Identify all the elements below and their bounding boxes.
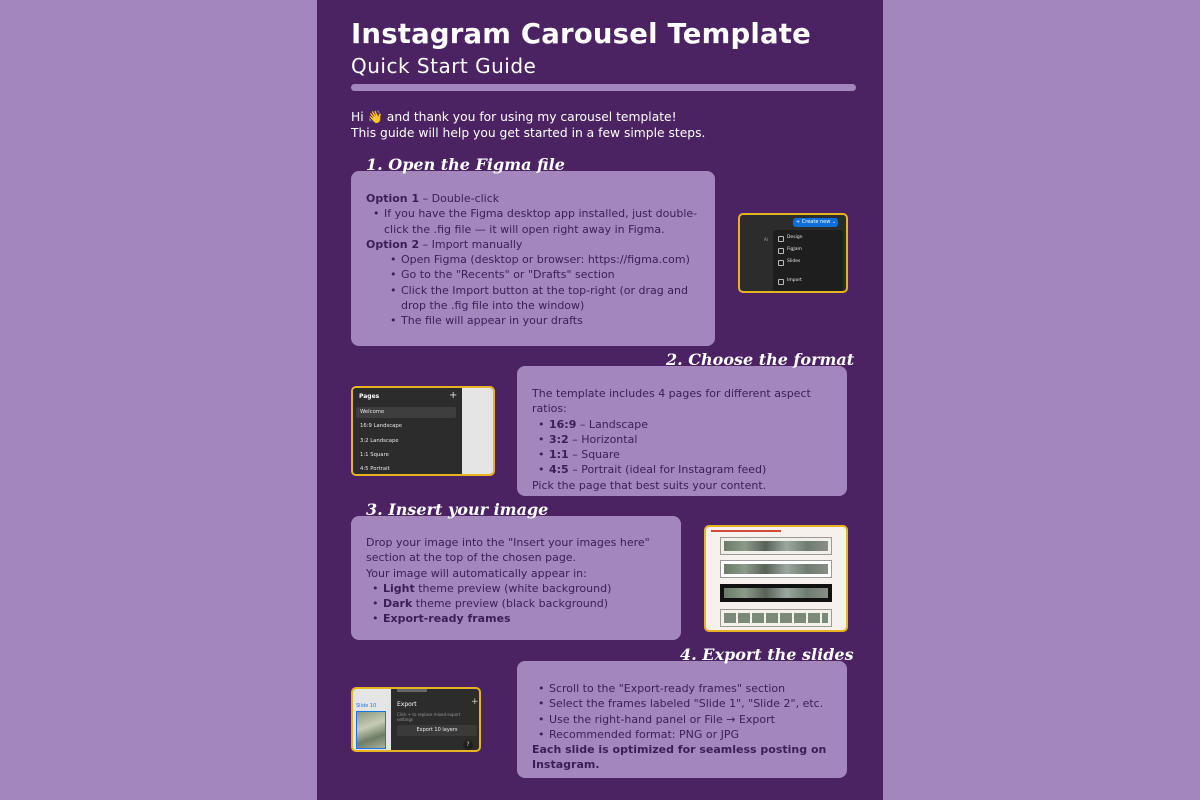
step-3-line-1: Drop your image into the "Insert your images here" section at the top of the chosen page. — [366, 536, 650, 565]
step-1-card — [351, 171, 715, 346]
step-2-heading: 2. Choose the format — [666, 350, 855, 369]
slides-icon — [778, 260, 784, 266]
step-4-card — [517, 661, 847, 778]
export-frames-row — [720, 609, 832, 627]
menu-item-design: Design — [787, 235, 803, 240]
list-item: • Recommended format: PNG or JPG — [549, 727, 835, 742]
page-subtitle: Quick Start Guide — [351, 54, 537, 78]
dark-preview-frame — [720, 584, 832, 602]
step-2-outro: Pick the page that best suits your content. — [532, 478, 767, 492]
instruction-banner — [711, 530, 781, 532]
ratio-label: – Landscape — [576, 417, 648, 431]
ratio-label: – Portrait (ideal for Instagram feed) — [568, 463, 767, 477]
export-title: Export — [397, 701, 417, 708]
preview-list — [366, 581, 669, 627]
list-item: • The file will appear in your drafts — [401, 313, 701, 328]
panel-top-edge — [397, 689, 427, 692]
page-row: 4:5 Portrait — [360, 466, 390, 472]
screenshot-side-text: Al — [764, 237, 768, 242]
preview-bold: Dark — [383, 597, 413, 611]
preview-bold: Export-ready frames — [383, 612, 511, 626]
figma-pages-panel-screenshot — [351, 386, 495, 476]
ratio-value: 4:5 — [549, 463, 569, 477]
option-1-line — [366, 191, 701, 206]
option-1-title: Option 1 — [366, 192, 420, 205]
export-hint: Click + to replace mixed export settings — [397, 712, 461, 722]
step-3-line-2: Your image will automatically appear in: — [366, 566, 587, 580]
menu-item-figjam: FigJam — [787, 247, 802, 252]
image-strip — [724, 541, 828, 551]
option-2-list — [366, 252, 701, 328]
list-item — [549, 417, 835, 432]
menu-item-import: Import — [787, 278, 802, 283]
figma-create-new-screenshot — [738, 213, 848, 293]
ratio-value: 1:1 — [549, 448, 569, 462]
list-item: • Go to the "Recents" or "Drafts" section — [401, 267, 701, 282]
page-row: 3:2 Landscape — [360, 438, 399, 444]
preview-bold: Light — [383, 581, 415, 595]
pages-title: Pages — [359, 393, 380, 400]
ratio-label: – Horizontal — [568, 432, 638, 446]
list-item: • If you have the Figma desktop app installed, just double-click the .fig file — it will open right away in Figma. — [384, 206, 701, 237]
step-2-intro: The template includes 4 pages for different aspect ratios: — [532, 387, 811, 416]
design-icon — [778, 236, 784, 242]
option-2-title: Option 2 — [366, 237, 420, 251]
page-row: Welcome — [356, 407, 456, 418]
page-title: Instagram Carousel Template — [351, 18, 811, 50]
pages-panel — [353, 388, 462, 474]
light-preview-frame — [720, 560, 832, 578]
create-new-label: Create new — [801, 219, 831, 225]
export-steps-list — [532, 681, 835, 742]
ratio-value: 3:2 — [549, 432, 569, 446]
intro-line-2: This guide will help you get started in a few simple steps. — [351, 126, 706, 140]
step-1-heading: 1. Open the Figma file — [366, 155, 565, 174]
ratio-value: 16:9 — [549, 417, 577, 431]
list-item — [383, 596, 669, 611]
step-3-heading: 3. Insert your image — [366, 500, 549, 519]
image-strip — [724, 613, 828, 623]
canvas-area — [462, 388, 495, 474]
plus-icon: + — [471, 697, 479, 707]
slide-thumbnail — [356, 711, 386, 749]
step-4-heading: 4. Export the slides — [680, 645, 854, 664]
template-previews-screenshot — [704, 525, 848, 632]
plus-icon: + — [449, 390, 458, 401]
step-2-card — [517, 366, 847, 496]
step-4-closing: Each slide is optimized for seamless posting on Instagram. — [532, 743, 827, 772]
option-1-list — [366, 206, 701, 237]
intro-line-1: Hi 👋 and thank you for using my carousel template! — [351, 110, 677, 124]
option-2-rest: – Import manually — [419, 237, 523, 251]
list-item: • Open Figma (desktop or browser: https://figma.com) — [401, 252, 701, 267]
list-item: • Select the frames labeled "Slide 1", "Slide 2", etc. — [549, 696, 835, 711]
step-3-card — [351, 516, 681, 640]
ratio-label: – Square — [568, 448, 620, 462]
help-icon: ? — [463, 740, 473, 750]
insert-images-frame — [720, 537, 832, 555]
list-item: • Use the right-hand panel or File → Export — [549, 712, 835, 727]
list-item — [383, 611, 669, 626]
ratio-list — [532, 417, 835, 478]
create-new-button: + Create new ⌄ — [793, 218, 838, 227]
title-divider — [351, 84, 856, 91]
create-new-menu — [773, 230, 843, 292]
list-item: • Click the Import button at the top-right (or drag and drop the .fig file into the window) — [401, 283, 701, 314]
page-row: 16:9 Landscape — [360, 423, 403, 429]
image-strip — [724, 564, 828, 574]
image-strip — [724, 588, 828, 598]
option-1-rest: – Double-click — [419, 192, 500, 205]
list-item — [549, 447, 835, 462]
list-item — [549, 432, 835, 447]
list-item: • Scroll to the "Export-ready frames" section — [549, 681, 835, 696]
figjam-icon — [778, 248, 784, 254]
figma-export-panel-screenshot — [351, 687, 481, 752]
page-row: 1:1 Square — [360, 452, 389, 458]
intro-text — [351, 109, 851, 141]
export-layers-button: Export 10 layers — [397, 725, 477, 736]
guide-page — [317, 0, 883, 800]
slide-label: Slide 10 — [356, 703, 377, 709]
list-item — [383, 581, 669, 596]
list-item — [549, 462, 835, 477]
option-2-line — [366, 237, 701, 252]
menu-item-slides: Slides — [787, 259, 801, 264]
import-icon — [778, 279, 784, 285]
canvas-area — [353, 689, 391, 750]
preview-rest: theme preview (black background) — [412, 597, 609, 611]
preview-rest: theme preview (white background) — [414, 581, 612, 595]
